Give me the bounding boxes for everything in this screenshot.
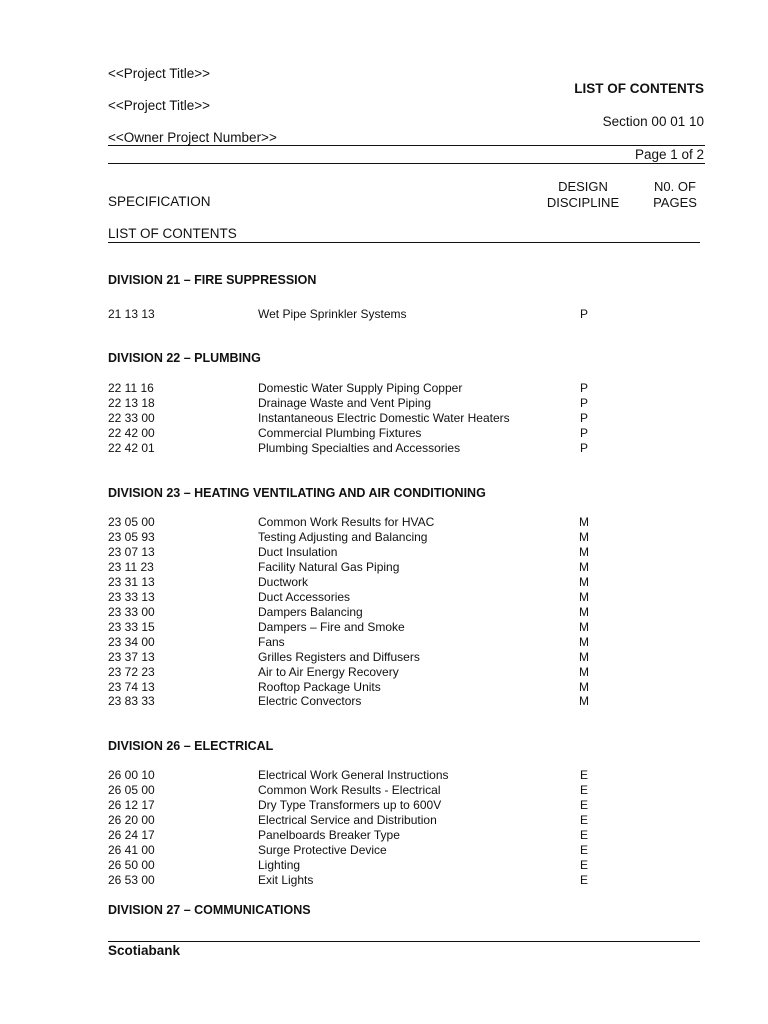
section-number: Section 00 01 10 — [602, 114, 704, 129]
spec-title: Panelboards Breaker Type — [258, 828, 400, 842]
spec-title: Plumbing Specialties and Accessories — [258, 441, 461, 455]
division-title: DIVISION 26 – ELECTRICAL — [108, 739, 274, 753]
spec-number: 22 13 18 — [108, 396, 155, 410]
spec-number: 26 24 17 — [108, 828, 155, 842]
spec-discipline: M — [579, 575, 589, 589]
spec-discipline: M — [579, 665, 589, 679]
division-26 — [108, 739, 708, 754]
spec-number: 23 34 00 — [108, 635, 155, 649]
spec-number: 26 12 17 — [108, 798, 155, 812]
spec-title: Electrical Work General Instructions — [258, 768, 449, 782]
spec-title: Drainage Waste and Vent Piping — [258, 396, 431, 410]
spec-number: 22 11 16 — [108, 381, 154, 395]
list-of-contents-label: LIST OF CONTENTS — [108, 226, 237, 241]
division-23 — [108, 486, 708, 501]
spec-title: Facility Natural Gas Piping — [258, 560, 400, 574]
list-item — [108, 813, 708, 828]
spec-discipline: P — [579, 396, 588, 410]
page-number: Page 1 of 2 — [634, 147, 704, 162]
header-rule-bottom — [108, 163, 705, 164]
division-21 — [108, 273, 708, 288]
list-item — [108, 665, 708, 680]
spec-number: 23 74 13 — [108, 680, 155, 694]
spec-discipline: E — [579, 798, 588, 812]
spec-title: Dampers Balancing — [258, 605, 363, 619]
spec-discipline: M — [579, 694, 589, 708]
spec-discipline: E — [579, 873, 588, 887]
division-27 — [108, 903, 708, 918]
division-title: DIVISION 21 – FIRE SUPPRESSION — [108, 273, 317, 287]
spec-number: 23 72 23 — [108, 665, 155, 679]
spec-number: 22 42 01 — [108, 441, 155, 455]
spec-discipline: P — [579, 381, 588, 395]
spec-number: 26 50 00 — [108, 858, 155, 872]
footer-rule — [108, 941, 700, 942]
spec-title: Electric Convectors — [258, 694, 362, 708]
list-item — [108, 635, 708, 650]
spec-discipline: P — [579, 441, 588, 455]
spec-discipline: E — [579, 843, 588, 857]
spec-number: 26 20 00 — [108, 813, 155, 827]
column-number-of-pages — [640, 179, 710, 211]
spec-title: Exit Lights — [258, 873, 314, 887]
list-item — [108, 783, 708, 798]
list-item — [108, 545, 708, 560]
spec-discipline: M — [579, 560, 589, 574]
project-title-1: <<Project Title>> — [108, 66, 211, 81]
spec-number: 23 07 13 — [108, 545, 155, 559]
list-item — [108, 575, 708, 590]
spec-number: 23 31 13 — [108, 575, 155, 589]
list-item — [108, 798, 708, 813]
spec-discipline: E — [579, 768, 588, 782]
project-title-2: <<Project Title>> — [108, 98, 211, 113]
spec-number: 21 13 13 — [108, 307, 155, 321]
spec-number: 23 05 00 — [108, 515, 155, 529]
list-item — [108, 605, 708, 620]
spec-discipline: P — [579, 307, 588, 321]
footer-company: Scotiabank — [108, 943, 181, 958]
spec-title: Surge Protective Device — [258, 843, 387, 857]
list-item — [108, 694, 708, 709]
owner-project-number: <<Owner Project Number>> — [108, 130, 277, 145]
list-item — [108, 768, 708, 783]
spec-number: 23 11 23 — [108, 560, 154, 574]
column-pages-line-2: PAGES — [653, 195, 697, 210]
list-item — [108, 381, 708, 396]
spec-title: Rooftop Package Units — [258, 680, 381, 694]
column-design-discipline — [538, 179, 628, 211]
spec-title: Domestic Water Supply Piping Copper — [258, 381, 463, 395]
spec-title: Duct Insulation — [258, 545, 338, 559]
spec-title: Testing Adjusting and Balancing — [258, 530, 428, 544]
spec-title: Duct Accessories — [258, 590, 351, 604]
document-title: LIST OF CONTENTS — [574, 81, 704, 96]
spec-discipline: M — [579, 680, 589, 694]
spec-title: Electrical Service and Distribution — [258, 813, 437, 827]
spec-number: 23 05 93 — [108, 530, 155, 544]
spec-discipline: M — [579, 605, 589, 619]
spec-discipline: E — [579, 828, 588, 842]
list-item — [108, 828, 708, 843]
list-item — [108, 843, 708, 858]
list-item — [108, 858, 708, 873]
division-title: DIVISION 22 – PLUMBING — [108, 351, 261, 365]
division-title: DIVISION 27 – COMMUNICATIONS — [108, 903, 311, 917]
list-item — [108, 530, 708, 545]
list-item — [108, 873, 708, 888]
spec-discipline: M — [579, 635, 589, 649]
spec-title: Instantaneous Electric Domestic Water Heaters — [258, 411, 510, 425]
spec-number: 26 53 00 — [108, 873, 155, 887]
spec-title: Common Work Results for HVAC — [258, 515, 435, 529]
spec-title: Common Work Results - Electrical — [258, 783, 441, 797]
list-item — [108, 515, 708, 530]
list-item — [108, 680, 708, 695]
list-item — [108, 590, 708, 605]
spec-discipline: M — [579, 515, 589, 529]
spec-discipline: M — [579, 545, 589, 559]
spec-discipline: E — [579, 858, 588, 872]
spec-discipline: M — [579, 530, 589, 544]
division-22 — [108, 351, 708, 366]
list-item — [108, 396, 708, 411]
list-item — [108, 411, 708, 426]
spec-title: Ductwork — [258, 575, 309, 589]
spec-number: 23 33 13 — [108, 590, 155, 604]
spec-title: Wet Pipe Sprinkler Systems — [258, 307, 407, 321]
list-item — [108, 441, 708, 456]
spec-title: Fans — [258, 635, 285, 649]
spec-title: Commercial Plumbing Fixtures — [258, 426, 422, 440]
header-rule-top — [108, 145, 705, 146]
spec-discipline: E — [579, 813, 588, 827]
spec-discipline: M — [579, 590, 589, 604]
spec-number: 23 33 15 — [108, 620, 155, 634]
spec-discipline: P — [579, 426, 588, 440]
spec-title: Lighting — [258, 858, 301, 872]
spec-number: 22 42 00 — [108, 426, 155, 440]
division-title: DIVISION 23 – HEATING VENTILATING AND AIR CONDITIONING — [108, 486, 486, 500]
spec-title: Dry Type Transformers up to 600V — [258, 798, 442, 812]
spec-discipline: P — [579, 411, 588, 425]
list-item — [108, 620, 708, 635]
spec-title: Dampers – Fire and Smoke — [258, 620, 405, 634]
spec-number: 26 05 00 — [108, 783, 155, 797]
spec-discipline: M — [579, 620, 589, 634]
list-item — [108, 560, 708, 575]
list-item — [108, 426, 708, 441]
spec-number: 23 83 33 — [108, 694, 155, 708]
column-pages-line-1: N0. OF — [654, 179, 696, 194]
column-design-discipline-line-2: DISCIPLINE — [546, 195, 620, 210]
spec-number: 23 37 13 — [108, 650, 155, 664]
column-header-rule — [108, 242, 700, 243]
spec-number: 26 00 10 — [108, 768, 155, 782]
column-design-discipline-line-1: DESIGN — [558, 179, 608, 194]
spec-discipline: E — [579, 783, 588, 797]
column-specification: SPECIFICATION — [108, 194, 211, 209]
spec-number: 26 41 00 — [108, 843, 155, 857]
spec-title: Air to Air Energy Recovery — [258, 665, 399, 679]
list-item — [108, 307, 708, 322]
spec-title: Grilles Registers and Diffusers — [258, 650, 420, 664]
spec-number: 22 33 00 — [108, 411, 155, 425]
list-item — [108, 650, 708, 665]
spec-discipline: M — [579, 650, 589, 664]
spec-number: 23 33 00 — [108, 605, 155, 619]
